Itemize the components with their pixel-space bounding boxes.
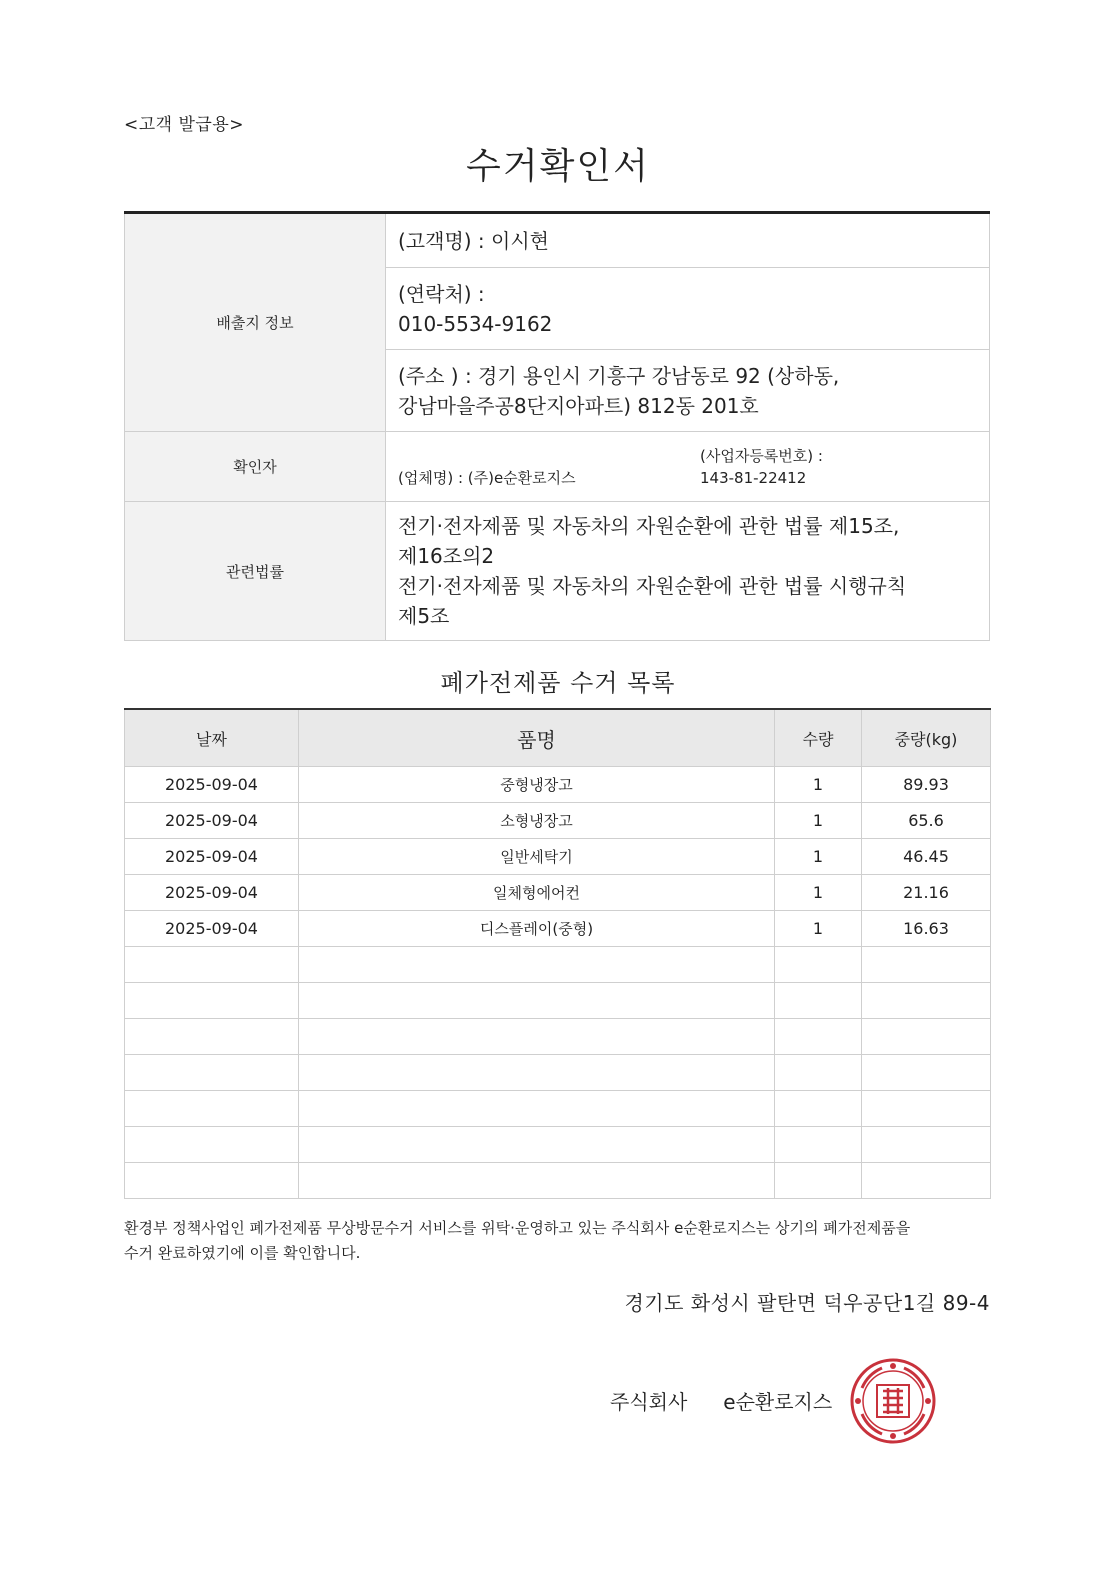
confirmer-cell <box>386 432 990 502</box>
contact-value: 010-5534-9162 <box>398 311 553 336</box>
info-table <box>124 211 990 641</box>
row-item: 중형냉장고 <box>299 767 775 803</box>
address-line-2: 강남마을주공8단지아파트) 812동 201호 <box>398 393 759 418</box>
row-qty: 1 <box>775 875 862 911</box>
row-weight: 65.6 <box>862 803 991 839</box>
row-date: 2025-09-04 <box>125 875 299 911</box>
contact-cell <box>386 268 990 350</box>
law-cell <box>386 502 990 641</box>
header-weight: 중량(kg) <box>862 709 991 767</box>
row-item: 일반세탁기 <box>299 839 775 875</box>
empty-row <box>125 983 991 1019</box>
contact-label: (연락처) : <box>398 281 485 306</box>
company-prefix: 주식회사 <box>610 1390 688 1414</box>
row-date: 2025-09-04 <box>125 803 299 839</box>
table-row <box>125 875 991 911</box>
company-name: (업체명) : (주)e순환로지스 <box>398 468 576 487</box>
row-item: 일체형에어컨 <box>299 875 775 911</box>
customer-name: (고객명) : 이시현 <box>386 213 990 268</box>
row-item: 디스플레이(중형) <box>299 911 775 947</box>
row-qty: 1 <box>775 911 862 947</box>
row-qty: 1 <box>775 767 862 803</box>
row-qty: 1 <box>775 839 862 875</box>
header-item: 품명 <box>299 709 775 767</box>
company-name-footer: e순환로지스 <box>723 1390 833 1414</box>
law-line-3: 전기·전자제품 및 자동차의 자원순환에 관한 법률 시행규칙 <box>398 574 907 598</box>
row-date: 2025-09-04 <box>125 911 299 947</box>
table-row <box>125 839 991 875</box>
row-date: 2025-09-04 <box>125 767 299 803</box>
registration-label: (사업자등록번호) : <box>700 446 823 465</box>
confirmation-note <box>124 1216 994 1266</box>
registration <box>700 445 823 489</box>
law-line-1: 전기·전자제품 및 자동차의 자원순환에 관한 법률 제15조, <box>398 514 900 538</box>
address-cell <box>386 350 990 432</box>
row-date: 2025-09-04 <box>125 839 299 875</box>
list-title: 폐가전제품 수거 목록 <box>440 669 676 697</box>
row-weight: 46.45 <box>862 839 991 875</box>
row-qty: 1 <box>775 803 862 839</box>
empty-row <box>125 947 991 983</box>
section-label-discharge: 배출지 정보 <box>125 213 386 432</box>
table-row <box>125 767 991 803</box>
row-weight: 16.63 <box>862 911 991 947</box>
table-row <box>125 911 991 947</box>
items-header-row <box>125 709 991 767</box>
header-date: 날짜 <box>125 709 299 767</box>
empty-row <box>125 1019 991 1055</box>
company-seal-icon <box>850 1358 936 1444</box>
items-table <box>124 708 991 1199</box>
empty-row <box>125 1055 991 1091</box>
empty-row <box>125 1163 991 1199</box>
confirmer-label: 확인자 <box>125 432 386 502</box>
address-line-1: (주소 ) : 경기 용인시 기흥구 강남동로 92 (상하동, <box>398 363 840 388</box>
table-row <box>125 803 991 839</box>
law-label: 관련법률 <box>125 502 386 641</box>
law-line-2: 제16조의2 <box>398 544 495 568</box>
empty-row <box>125 1091 991 1127</box>
law-line-4: 제5조 <box>398 604 450 628</box>
company-signature <box>610 1386 832 1415</box>
document-title: 수거확인서 <box>466 146 650 187</box>
row-item: 소형냉장고 <box>299 803 775 839</box>
note-line-1: 환경부 정책사업인 폐가전제품 무상방문수거 서비스를 위탁·운영하고 있는 주식회사 e순환로지스는 상기의 폐가전제품을 <box>124 1219 911 1237</box>
note-line-2: 수거 완료하였기에 이를 확인합니다. <box>124 1244 361 1262</box>
row-weight: 21.16 <box>862 875 991 911</box>
header-qty: 수량 <box>775 709 862 767</box>
company-address: 경기도 화성시 팔탄면 덕우공단1길 89-4 <box>624 1291 990 1315</box>
row-weight: 89.93 <box>862 767 991 803</box>
copy-label: <고객 발급용> <box>124 115 245 135</box>
empty-row <box>125 1127 991 1163</box>
registration-number: 143-81-22412 <box>700 468 807 487</box>
